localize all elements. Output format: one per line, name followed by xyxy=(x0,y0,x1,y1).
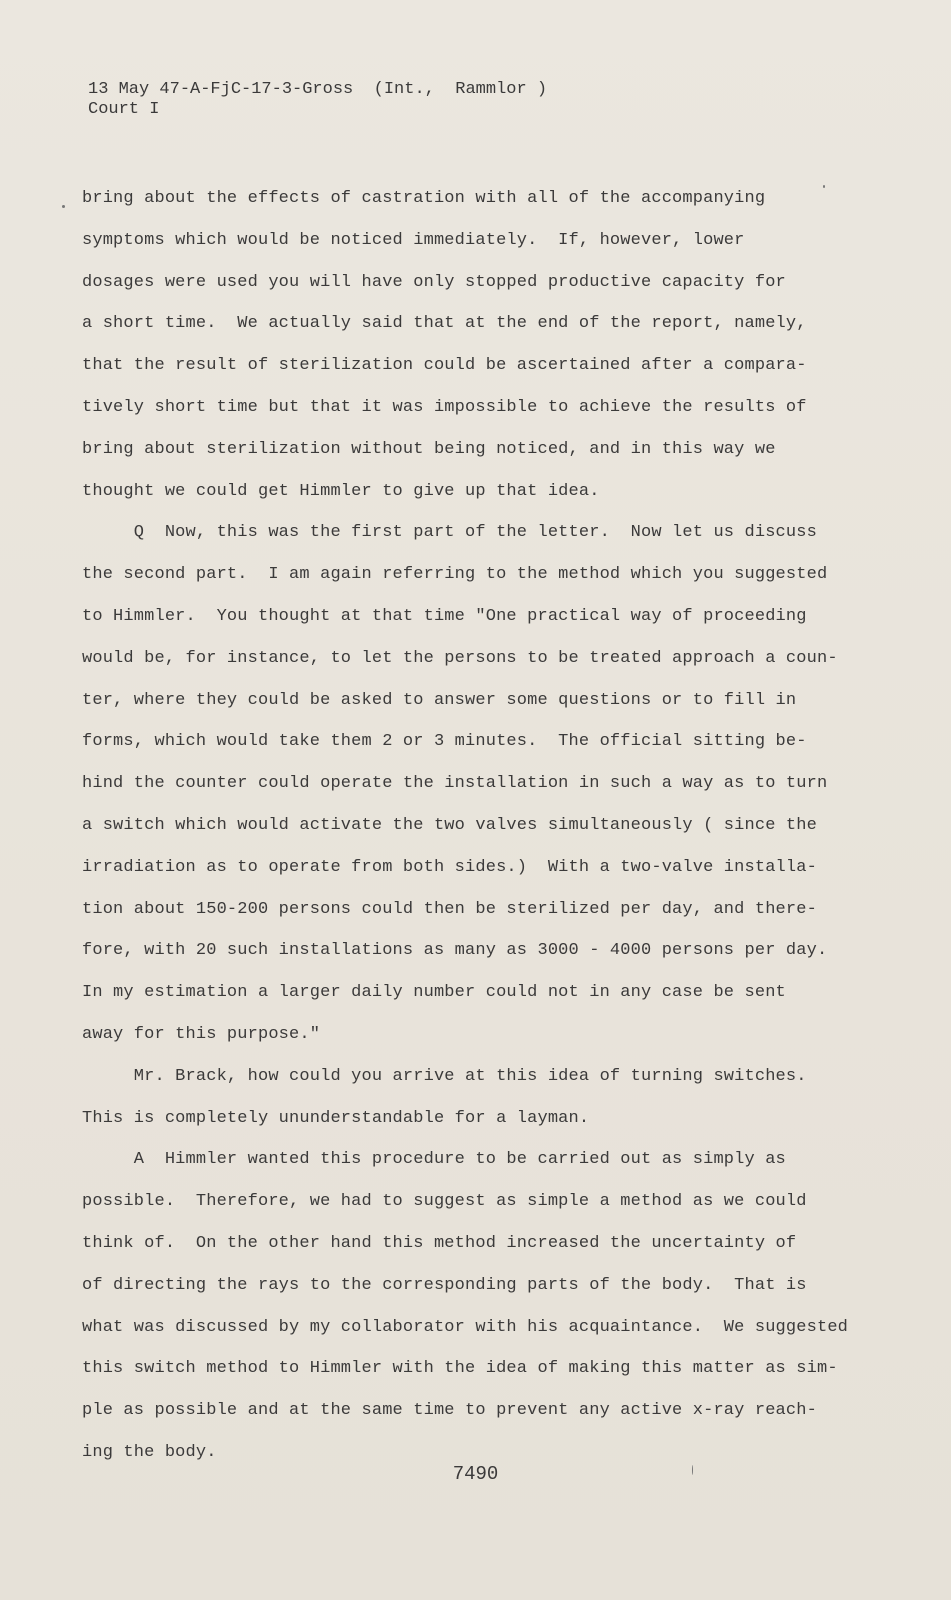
transcript-body xyxy=(82,178,902,1474)
text-line: A Himmler wanted this procedure to be carried out as simply as xyxy=(82,1150,786,1170)
text-line: tively short time but that it was impossible to achieve the results of xyxy=(82,397,807,417)
paper-speck xyxy=(62,205,65,208)
text-line: ple as possible and at the same time to prevent any active x-ray reach- xyxy=(82,1401,817,1421)
text-line: to Himmler. You thought at that time "One practical way of proceeding xyxy=(82,606,807,626)
header-court-line: Court I xyxy=(88,100,160,119)
header-reference-line: 13 May 47-A-FjC-17-3-Gross (Int., Rammlor ) xyxy=(88,80,548,99)
text-line: irradiation as to operate from both sides.) With a two-valve installa- xyxy=(82,857,817,877)
text-line: what was discussed by my collaborator with his acquaintance. We suggested xyxy=(82,1317,849,1337)
text-line: think of. On the other hand this method increased the uncertainty of xyxy=(82,1233,797,1253)
text-line: would be, for instance, to let the persons to be treated approach a coun- xyxy=(82,648,838,668)
text-line: ter, where they could be asked to answer some questions or to fill in xyxy=(82,690,797,710)
page-number: 7490 xyxy=(452,1463,499,1485)
text-line: forms, which would take them 2 or 3 minutes. The official sitting be- xyxy=(82,732,807,752)
text-line: Q Now, this was the first part of the letter. Now let us discuss xyxy=(82,523,817,543)
text-line: thought we could get Himmler to give up that idea. xyxy=(82,481,600,501)
paper-speck xyxy=(692,1465,693,1475)
text-line: this switch method to Himmler with the idea of making this matter as sim- xyxy=(82,1359,838,1379)
text-line: fore, with 20 such installations as many as 3000 - 4000 persons per day. xyxy=(82,941,828,961)
text-line: symptoms which would be noticed immediately. If, however, lower xyxy=(82,230,745,250)
text-line: bring about sterilization without being noticed, and in this way we xyxy=(82,439,776,459)
text-line: This is completely ununderstandable for a layman. xyxy=(82,1108,590,1128)
text-line: ing the body. xyxy=(82,1442,217,1462)
text-line: that the result of sterilization could be ascertained after a compara- xyxy=(82,356,807,376)
text-line: a switch which would activate the two valves simultaneously ( since the xyxy=(82,815,817,835)
text-line: away for this purpose." xyxy=(82,1024,321,1044)
text-line: possible. Therefore, we had to suggest as simple a method as we could xyxy=(82,1192,807,1212)
text-line: hind the counter could operate the installation in such a way as to turn xyxy=(82,774,828,794)
text-line: In my estimation a larger daily number could not in any case be sent xyxy=(82,983,786,1003)
text-line: a short time. We actually said that at the end of the report, namely, xyxy=(82,314,807,334)
text-line: tion about 150-200 persons could then be sterilized per day, and there- xyxy=(82,899,817,919)
text-line: bring about the effects of castration with all of the accompanying xyxy=(82,189,766,208)
text-line: the second part. I am again referring to the method which you suggested xyxy=(82,565,828,585)
page-header xyxy=(88,80,547,120)
text-line: Mr. Brack, how could you arrive at this idea of turning switches. xyxy=(82,1066,807,1086)
paper-speck xyxy=(823,185,825,188)
text-line: dosages were used you will have only stopped productive capacity for xyxy=(82,272,786,292)
text-line: of directing the rays to the corresponding parts of the body. That is xyxy=(82,1275,807,1295)
